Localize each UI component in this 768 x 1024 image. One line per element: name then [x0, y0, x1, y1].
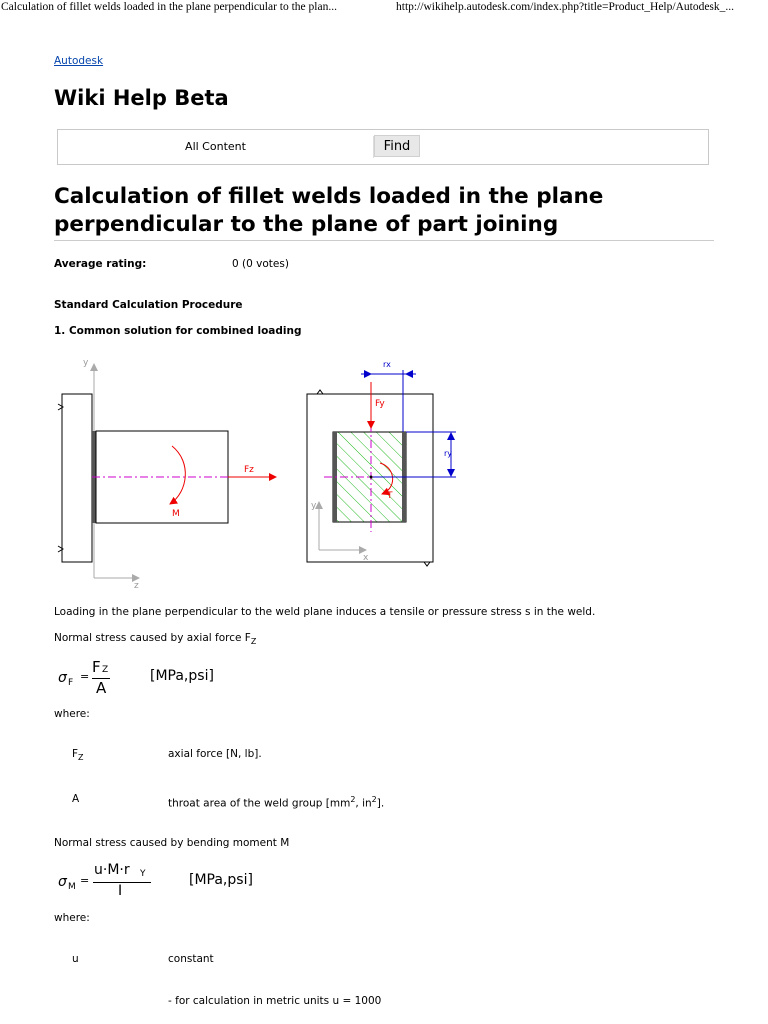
formula-sigma-f: σ F = F Z A [MPa,psi] [58, 658, 214, 697]
section-heading: Standard Calculation Procedure [54, 299, 243, 311]
where-label-2: where: [54, 912, 90, 924]
fz-label: Fz [244, 465, 254, 475]
search-scope-select[interactable]: All Content [58, 136, 374, 158]
formula-sigma-m: σ M = u·M·r Y I [MPa,psi] [58, 862, 253, 899]
where-label-1: where: [54, 708, 90, 720]
rx-label: rx [383, 360, 391, 369]
paragraph-axial: Normal stress caused by axial force $F_Z$ [54, 632, 257, 647]
fy-label: Fy [375, 399, 385, 409]
def-a-text: throat area of the weld group [$mm^2$, $in^2$]. [168, 795, 385, 810]
side-view [58, 358, 276, 591]
torque-label: T [387, 491, 393, 501]
site-title: Wiki Help Beta [54, 86, 229, 110]
moment-label: M [172, 509, 180, 519]
front-view [307, 360, 456, 566]
paragraph-bending: Normal stress caused by bending moment M [54, 837, 290, 849]
subsection-heading: 1. Common solution for combined loading [54, 325, 302, 337]
weld-loading-diagram [54, 352, 464, 592]
print-header [0, 0, 768, 16]
paragraph-loading: Loading in the plane perpendicular to the weld plane induces a tensile or pressure stress s in the weld. [54, 606, 596, 618]
y-axis-label-left: y [83, 358, 89, 368]
print-header-url: http://wikihelp.autodesk.com/index.php?title=Product_Help/Autodesk_... [396, 1, 735, 13]
rating-value: 0 (0 votes) [232, 258, 289, 270]
x-axis-label-right: x [363, 553, 369, 563]
def-fz-symbol: $F_Z$ [72, 748, 84, 763]
wall-plate [62, 394, 92, 562]
search-bar [57, 129, 709, 165]
page-title: Calculation of fillet welds loaded in the plane perpendicular to the plane of part joining [54, 184, 604, 237]
breadcrumb-autodesk-link[interactable]: Autodesk [54, 55, 104, 67]
def-u-metric: - for calculation in metric units u = 1000 [168, 995, 382, 1007]
title-divider [54, 240, 714, 241]
rating-label: Average rating: [54, 258, 147, 270]
y-axis-label-right: y [311, 501, 317, 511]
z-axis-label-left: z [134, 581, 139, 591]
ry-label: ry [444, 449, 453, 458]
def-a-symbol: A [72, 793, 80, 805]
print-header-title: Calculation of fillet welds loaded in the plane perpendicular to the plan... [1, 1, 337, 13]
def-u-symbol: u [72, 953, 79, 965]
def-fz-text: axial force [N, lb]. [168, 748, 262, 760]
find-button[interactable]: Find [374, 135, 420, 157]
def-u-text: constant [168, 953, 214, 965]
